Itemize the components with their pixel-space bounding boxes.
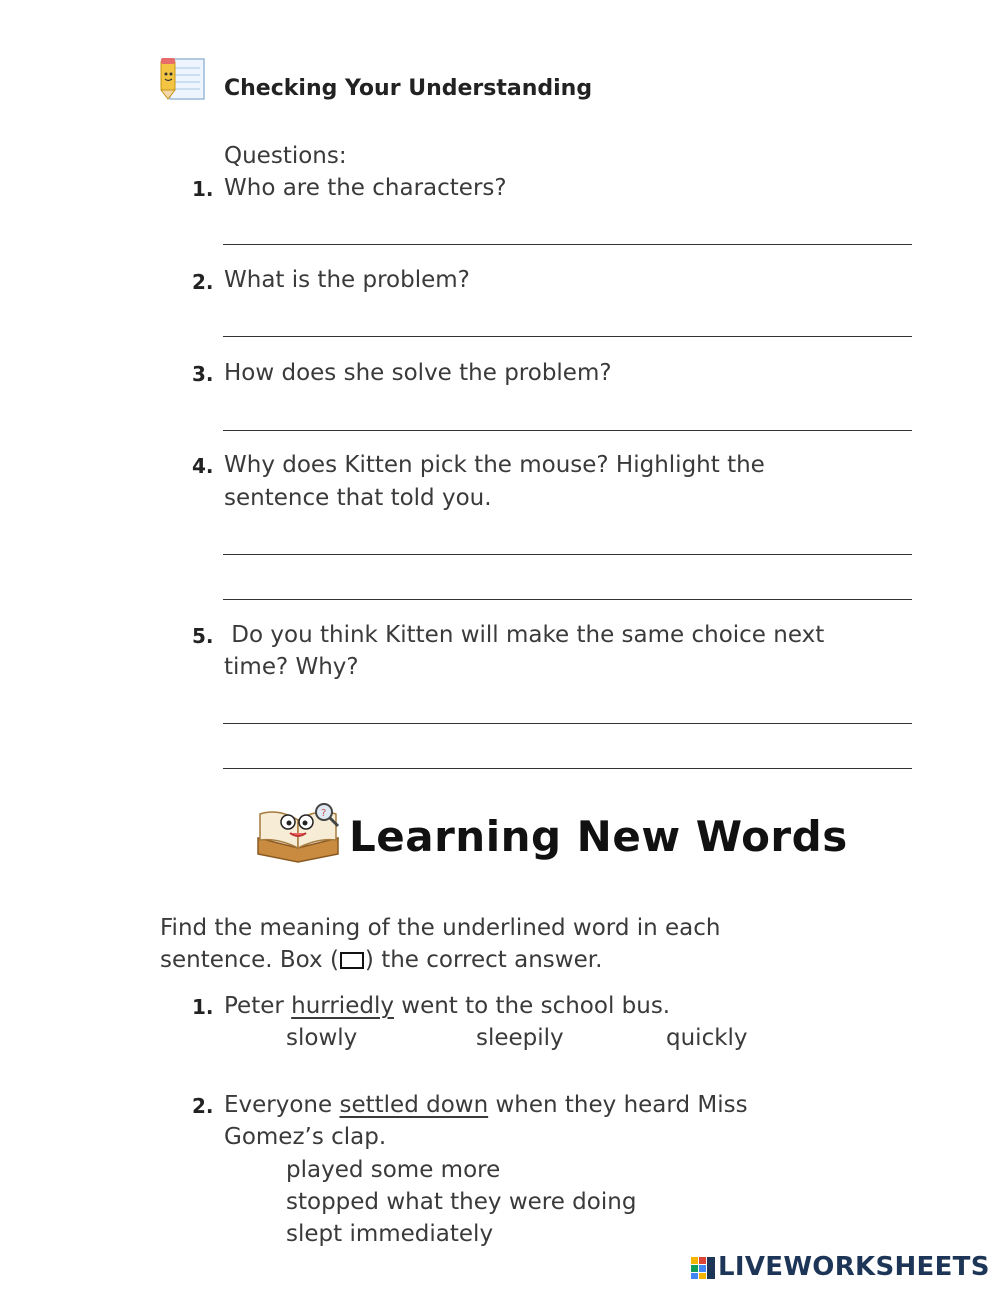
item-number: 2. [192, 1094, 214, 1118]
question-text: sentence that told you. [224, 485, 492, 511]
instruction-text: Find the meaning of the underlined word in each [160, 915, 721, 941]
answer-line[interactable] [223, 723, 912, 724]
liveworksheets-logo [690, 1252, 990, 1282]
question-text: What is the problem? [224, 267, 470, 293]
sentence-part: Everyone [224, 1092, 340, 1118]
section-title: Checking Your Understanding [224, 76, 593, 101]
liveworksheets-logo-icon [690, 1254, 716, 1280]
logo-text: LIVEWORKSHEETS [718, 1252, 990, 1282]
question-text: Who are the characters? [224, 175, 507, 201]
sentence-part: when they heard Miss [488, 1092, 748, 1118]
question-text: time? Why? [224, 654, 359, 680]
box-symbol-icon [340, 952, 364, 969]
questions-label: Questions: [224, 143, 347, 169]
question-number: 4. [192, 454, 214, 478]
underlined-word: settled down [339, 1092, 489, 1118]
item-sentence [224, 990, 670, 1023]
instruction-text [160, 944, 602, 977]
answer-option[interactable]: slept immediately [286, 1221, 494, 1247]
svg-text:?: ? [321, 808, 327, 819]
question-text: Do you think Kitten will make the same choice next [224, 622, 825, 648]
question-text: How does she solve the problem? [224, 360, 612, 386]
section-title: Learning New Words [349, 812, 848, 861]
answer-line[interactable] [223, 244, 912, 245]
question-number: 2. [192, 270, 214, 294]
answer-line[interactable] [223, 599, 912, 600]
item-number: 1. [192, 995, 214, 1019]
sentence-part: went to the school bus. [393, 993, 671, 1019]
item-sentence [224, 1089, 748, 1122]
answer-option[interactable]: quickly [666, 1025, 748, 1051]
answer-line[interactable] [223, 336, 912, 337]
answer-option[interactable]: stopped what they were doing [286, 1189, 637, 1215]
item-sentence: Gomez’s clap. [224, 1124, 387, 1150]
answer-option[interactable]: sleepily [476, 1025, 564, 1051]
answer-line[interactable] [223, 430, 912, 431]
answer-option[interactable]: slowly [286, 1025, 358, 1051]
answer-option[interactable]: played some more [286, 1157, 501, 1183]
underlined-word: hurriedly [291, 993, 394, 1019]
question-number: 3. [192, 362, 214, 386]
question-text: Why does Kitten pick the mouse? Highlight the [224, 452, 765, 478]
notepad-pencil-icon [158, 56, 208, 102]
question-number: 1. [192, 177, 214, 201]
question-number: 5. [192, 624, 214, 648]
instruction-part: sentence. Box ( [160, 947, 339, 973]
book-mascot-icon [252, 800, 344, 864]
answer-line[interactable] [223, 768, 912, 769]
sentence-part: Peter [224, 993, 292, 1019]
instruction-part: ) the correct answer. [364, 947, 603, 973]
answer-line[interactable] [223, 554, 912, 555]
